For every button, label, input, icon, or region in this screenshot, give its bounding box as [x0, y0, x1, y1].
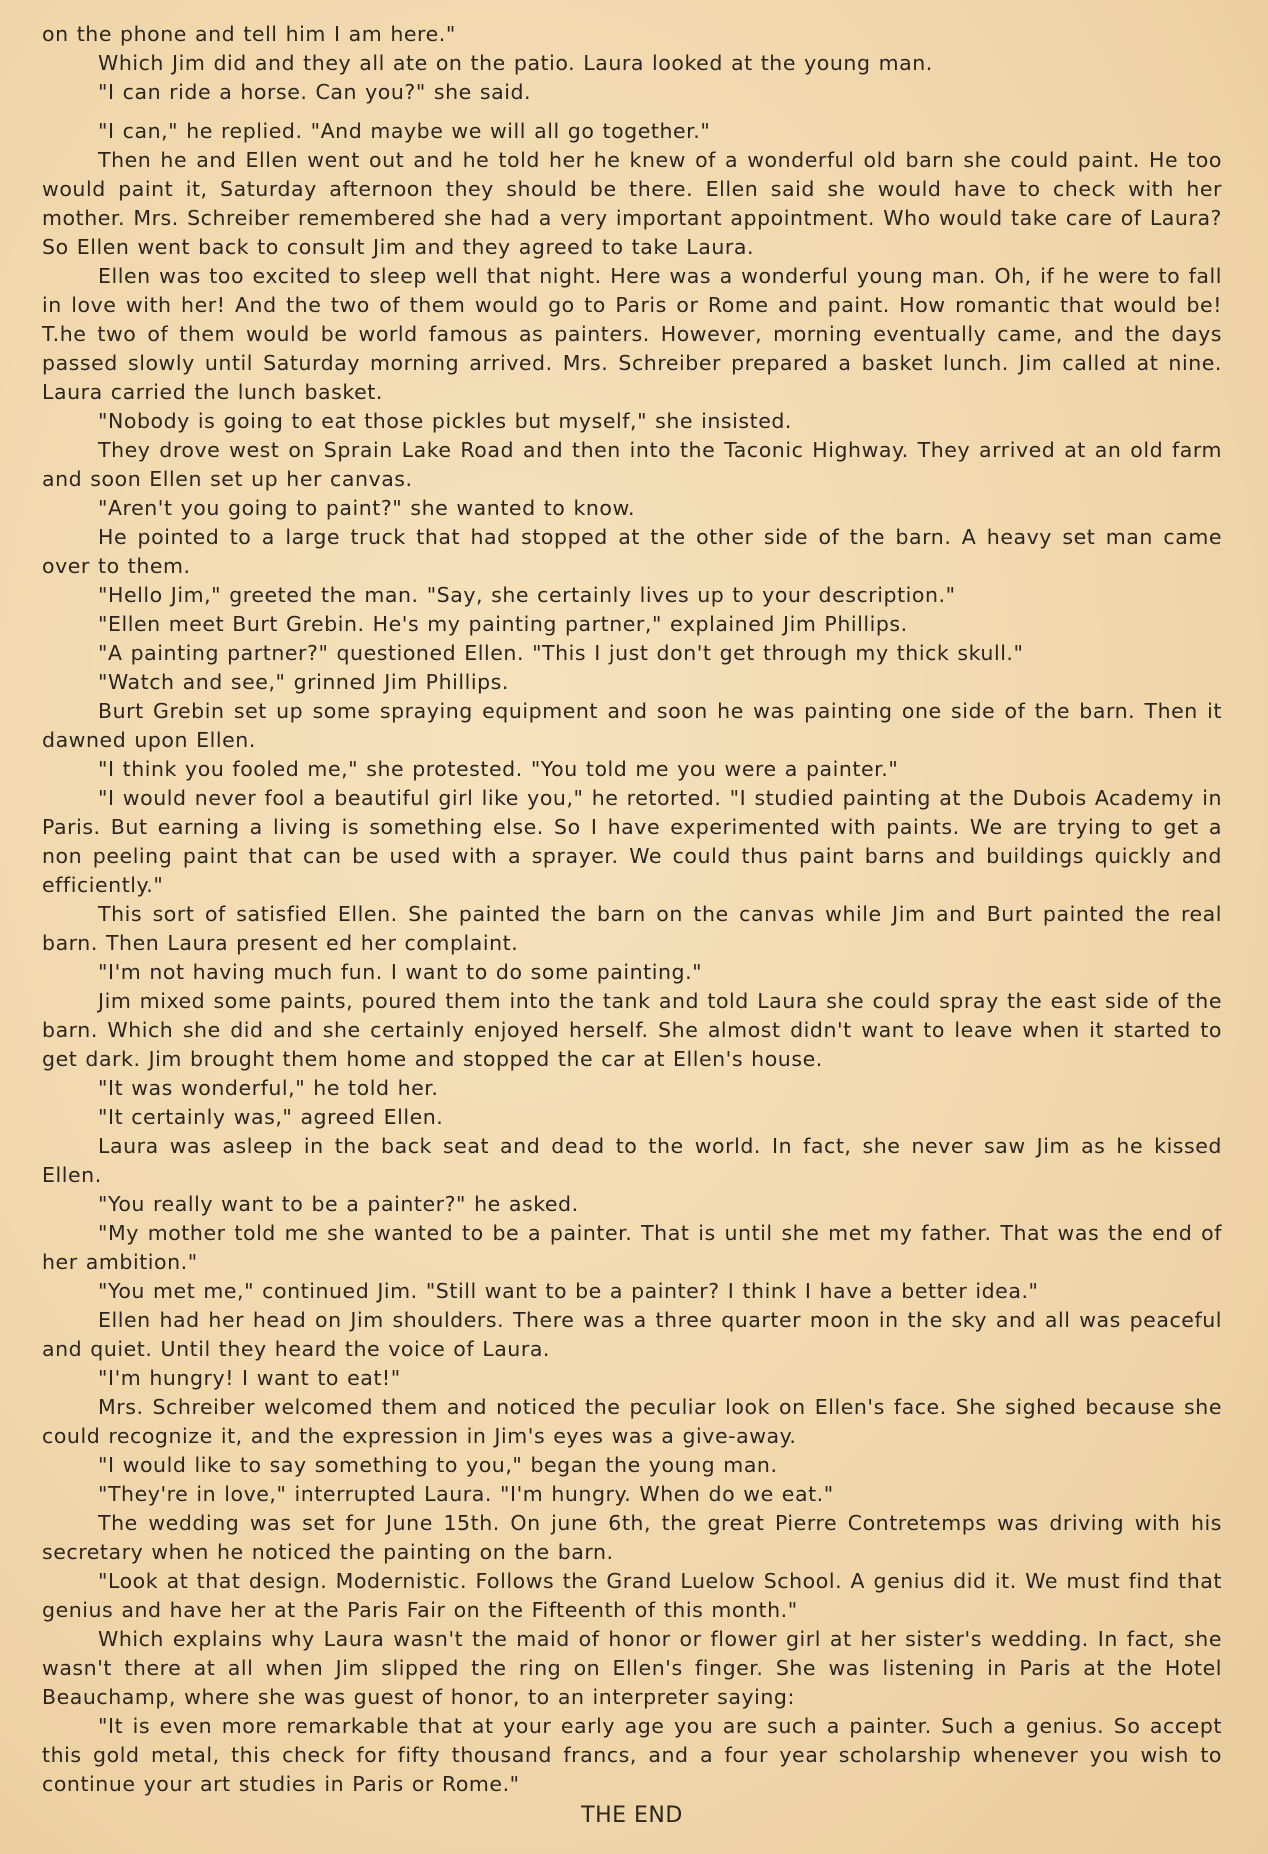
paragraph: "Nobody is going to eat those pickles but myself," she insisted.	[98, 409, 793, 433]
paragraph: "They're in love," interrupted Laura. "I'm hungry. When do we eat."	[98, 1482, 834, 1506]
paragraph: "I would like to say something to you," began the young man.	[98, 1453, 778, 1477]
paragraph: "You met me," continued Jim. "Still want to be a painter? I think I have a better idea."	[98, 1279, 1039, 1303]
paragraph: Which explains why Laura wasn't the maid of honor or flower girl at her sister's wedding. In fact, she wasn't there at all when Jim slipped the ring on Ellen's finger. She was listening in Paris at the Hotel Beauchamp, where she was guest of honor, to an interpreter saying:	[42, 1627, 1222, 1709]
paragraph: Then he and Ellen went out and he told her he knew of a wonderful old barn she could paint. He too would paint it, Saturday afternoon they should be there. Ellen said she would have to check with her mother. Mrs. Schreiber remembered she had a very important appointment. Who would take care of Laura? So Ellen went back to consult Jim and they agreed to take Laura.	[42, 148, 1222, 259]
paragraph: "A painting partner?" questioned Ellen. "This I just don't get through my thick skull."	[98, 641, 1024, 665]
story-body	[42, 20, 1222, 1831]
paragraph: "Watch and see," grinned Jim Phillips.	[98, 670, 509, 694]
paragraph: on the phone and tell him I am here."	[42, 22, 456, 46]
the-end-label: THE END	[581, 1803, 683, 1828]
paragraph: Ellen had her head on Jim shoulders. There was a three quarter moon in the sky and all was peaceful and quiet. Until they heard the voice of Laura.	[42, 1308, 1222, 1361]
paragraph: "You really want to be a painter?" he asked.	[98, 1192, 579, 1216]
paragraph: Mrs. Schreiber welcomed them and noticed the peculiar look on Ellen's face. She sighed because she could recognize it, and the expression in Jim's eyes was a give-away.	[42, 1395, 1222, 1448]
paragraph: This sort of satisfied Ellen. She painted the barn on the canvas while Jim and Burt painted the real barn. Then Laura present ed her complaint.	[42, 902, 1222, 955]
paragraph: He pointed to a large truck that had stopped at the other side of the barn. A heavy set man came over to them.	[42, 525, 1222, 578]
paragraph: Which Jim did and they all ate on the patio. Laura looked at the young man.	[98, 51, 933, 75]
paragraph: "Look at that design. Modernistic. Follows the Grand Luelow School. A genius did it. We must find that genius and have her at the Paris Fair on the Fifteenth of this month."	[42, 1569, 1222, 1622]
paragraph: "Ellen meet Burt Grebin. He's my painting partner," explained Jim Phillips.	[98, 612, 908, 636]
paragraph: "Aren't you going to paint?" she wanted to know.	[98, 496, 636, 520]
paragraph: "It certainly was," agreed Ellen.	[98, 1105, 444, 1129]
paragraph: "I'm not having much fun. I want to do some painting."	[98, 960, 703, 984]
paragraph: "Hello Jim," greeted the man. "Say, she certainly lives up to your description."	[98, 583, 956, 607]
paragraph: "It is even more remarkable that at your early age you are such a painter. Such a genius. So accept this gold metal, this check for fifty thousand francs, and a four year scholarship whenever you wish to continue your art studies in Paris or Rome."	[42, 1714, 1222, 1796]
paragraph: Jim mixed some paints, poured them into the tank and told Laura she could spray the east side of the barn. Which she did and she certainly enjoyed herself. She almost didn't want to leave when it started to get dark. Jim brought them home and stopped the car at Ellen's house.	[42, 989, 1222, 1071]
paragraph: Laura was asleep in the back seat and dead to the world. In fact, she never saw Jim as he kissed Ellen.	[42, 1134, 1222, 1187]
paragraph: They drove west on Sprain Lake Road and then into the Taconic Highway. They arrived at an old farm and soon Ellen set up her canvas.	[42, 438, 1222, 491]
paragraph: "I think you fooled me," she protested. "You told me you were a painter."	[98, 757, 899, 781]
paragraph: "My mother told me she wanted to be a painter. That is until she met my father. That was the end of her ambition."	[42, 1221, 1222, 1274]
paragraph: "It was wonderful," he told her.	[98, 1076, 439, 1100]
paragraph: "I can ride a horse. Can you?" she said.	[98, 80, 532, 104]
paragraph: Burt Grebin set up some spraying equipment and soon he was painting one side of the barn. Then it dawned upon Ellen.	[42, 699, 1222, 752]
paragraph: "I'm hungry! I want to eat!"	[98, 1366, 401, 1390]
paragraph: The wedding was set for June 15th. On june 6th, the great Pierre Contretemps was driving with his secretary when he noticed the painting on the barn.	[42, 1511, 1222, 1564]
paragraph: Ellen was too excited to sleep well that night. Here was a wonderful young man. Oh, if he were to fall in love with her! And the two of them would go to Paris or Rome and paint. How romantic that would be! T.he two of them would be world famous as painters. However, morning eventually came, and the days passed slowly until Saturday morning arrived. Mrs. Schreiber prepared a basket lunch. Jim called at nine. Laura carried the lunch basket.	[42, 264, 1222, 404]
paragraph: "I would never fool a beautiful girl like you," he retorted. "I studied painting at the Dubois Academy in Paris. But earning a living is something else. So I have experimented with paints. We are trying to get a non peeling paint that can be used with a sprayer. We could thus paint barns and buildings quickly and efficiently."	[42, 786, 1222, 897]
paragraph: "I can," he replied. "And maybe we will all go together."	[98, 119, 711, 143]
